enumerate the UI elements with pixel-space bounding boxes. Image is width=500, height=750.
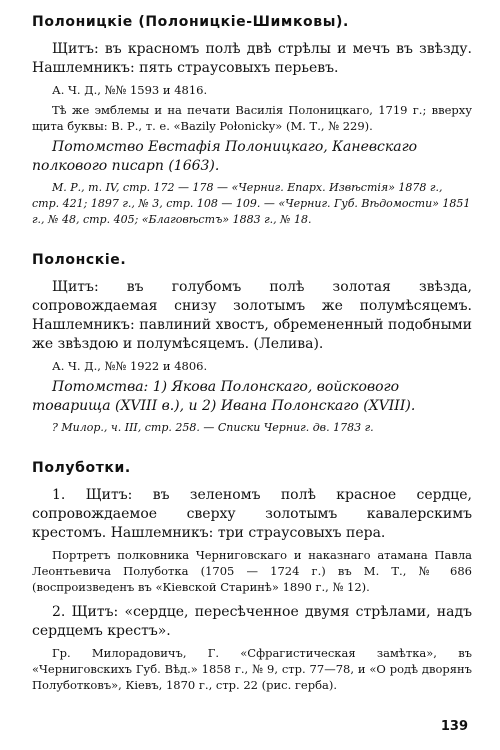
- reference-note: А. Ч. Д., №№ 1593 и 4816.: [52, 83, 208, 97]
- blazon-text: Щитъ: въ голубомъ полѣ золотая звѣзда, сопровождаемая снизу золотымъ же полумѣсяцемъ. Нашлемникъ: павлиний хвостъ, обремененный подобными же звѣздою и полумѣсяцемъ. (Лелива).: [32, 279, 472, 352]
- sources-text: ? Милор., ч. III, стр. 258. — Списки Черниг. дв. 1783 г.: [52, 421, 374, 434]
- blazon-text: Щитъ: въ красномъ полѣ двѣ стрѣлы и мечъ въ звѣзду. Нашлемникъ: пять страусовыхъ перьевъ.: [32, 41, 472, 76]
- section-heading: Полуботки.: [32, 460, 131, 476]
- section-polonskie: [32, 252, 472, 436]
- posterity-text: Потомства: 1) Якова Полонскаго, войскового товарища (XVIII в.), и 2) Ивана Полонскаго (XVIII).: [32, 379, 416, 414]
- page-number: 139: [440, 719, 468, 734]
- spacer: [32, 595, 472, 603]
- sources-text: М. Р., т. IV, стр. 172 — 178 — «Черниг. Епарх. Извѣстія» 1878 г., стр. 421; 1897 г., № 3, стр. 108 — 109. — «Черниг. Губ. Вѣдомости» 1851 г., № 48, стр. 405; «Благовѣстъ» 1883 г., № 18.: [32, 181, 471, 226]
- blazon-text: 1. Щитъ: въ зеленомъ полѣ красное сердце, сопровождаемое сверху золотымъ кавалерскимъ крестомъ. Нашлемникъ: три страусовыхъ пера.: [32, 487, 472, 541]
- reference-note: Тѣ же эмблемы и на печати Василія Полоницкаго, 1719 г.; вверху щита буквы: В. Р., т. е. «Bazily Połonicky» (М. Т., № 229).: [32, 103, 472, 133]
- document-page: [32, 14, 472, 717]
- section-polubotki: [32, 460, 472, 693]
- section-heading: Полонскіе.: [32, 252, 127, 268]
- reference-note: А. Ч. Д., №№ 1922 и 4806.: [52, 359, 208, 373]
- reference-note: Гр. Милорадовичъ, Г. «Сфрагистическая замѣтка», въ «Черниговскихъ Губ. Вѣд.» 1858 г., № 9, стр. 77—78, и «О родѣ дворянъ Полуботковъ», Кіевъ, 1870 г., стр. 22 (рис. герба).: [32, 646, 472, 692]
- section-heading: Полоницкіе (Полоницкіе-Шимковы).: [32, 14, 349, 30]
- reference-note: Портретъ полковника Черниговскаго и наказнаго атамана Павла Леонтьевича Полуботка (1705 — 1724 г.) въ М. Т., № 686 (воспроизведенъ въ «Кіевской Старинѣ» 1890 г., № 12).: [32, 548, 472, 594]
- section-polonitskie: [32, 14, 472, 228]
- posterity-text: Потомство Евстафія Полоницкаго, Каневскаго полкового писарп (1663).: [32, 139, 418, 174]
- blazon-text: 2. Щитъ: «сердце, пересѣченное двумя стрѣлами, надъ сердцемъ крестъ».: [32, 604, 472, 639]
